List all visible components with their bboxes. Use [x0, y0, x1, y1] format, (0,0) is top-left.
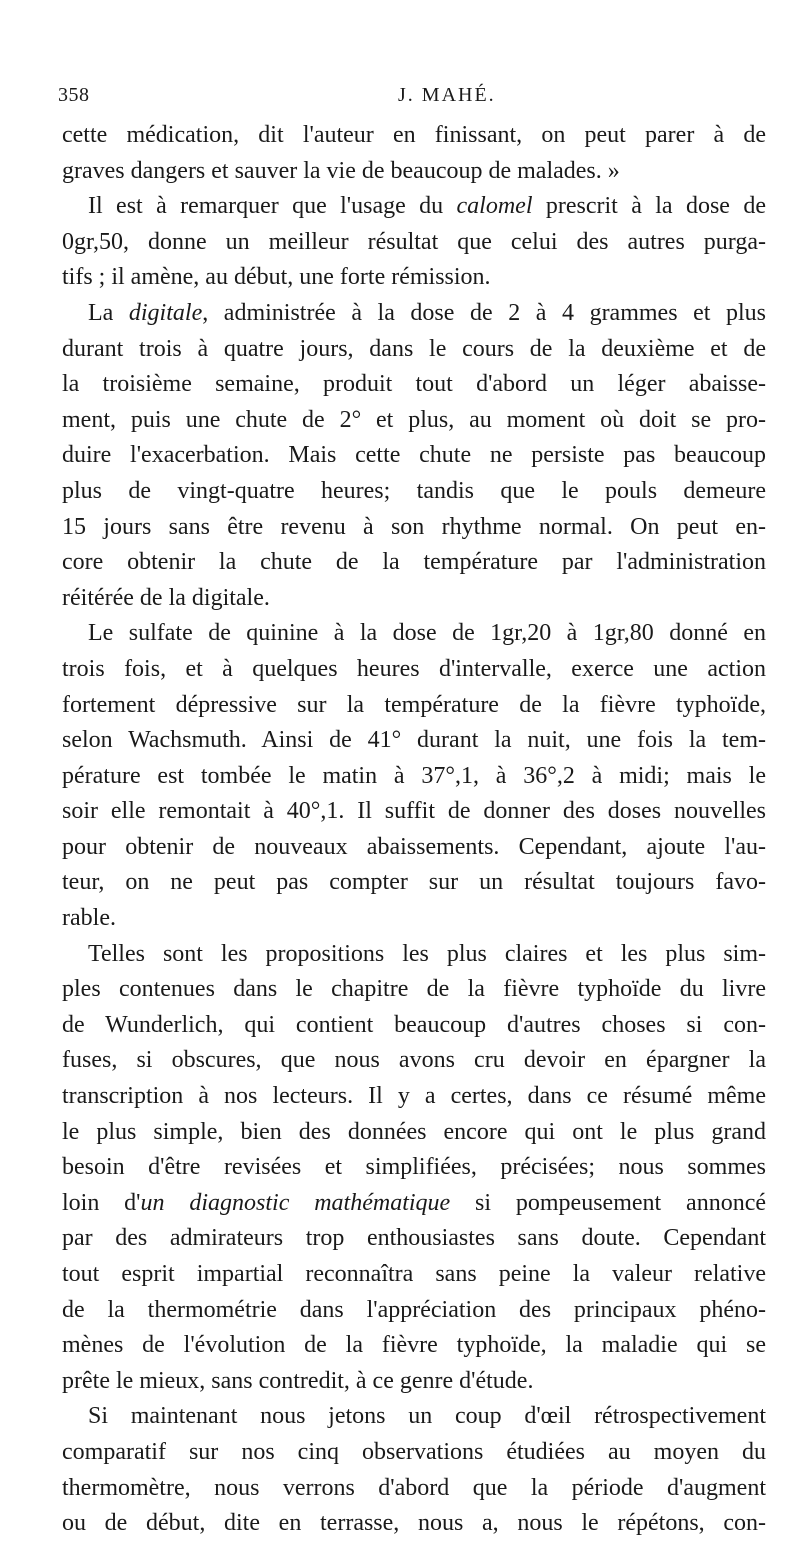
text-segment: , administrée à la dose de 2 à 4 grammes et plus: [202, 299, 766, 326]
italic-text: calomel: [456, 193, 533, 220]
text-line: [62, 403, 766, 439]
paragraph: [62, 937, 766, 1400]
text-line: [62, 225, 766, 261]
paragraph: [62, 189, 766, 296]
text-segment: selon Wachsmuth. Ainsi de 41° durant la nuit, une fois la tem-: [62, 727, 766, 754]
text-segment: le plus simple, bien des données encore qui ont le plus grand: [62, 1118, 766, 1145]
text-line: [62, 154, 766, 190]
text-segment: ou de début, dite en terrasse, nous a, nous le répétons, con-: [62, 1510, 766, 1537]
text-line: [62, 794, 766, 830]
text-segment: 0gr,50, donne un meilleur résultat que celui des autres purga-: [62, 228, 766, 255]
text-segment: pérature est tombée le matin à 37°,1, à 36°,2 à midi; mais le: [62, 762, 766, 789]
text-segment: besoin d'être revisées et simplifiées, précisées; nous sommes: [62, 1154, 766, 1181]
page-header: [58, 84, 758, 114]
text-segment: cette médication, dit l'auteur en finissant, on peut parer à de: [62, 122, 766, 148]
text-segment: trois fois, et à quelques heures d'intervalle, exerce une action: [62, 655, 766, 682]
text-line: [62, 901, 766, 937]
text-segment: Si maintenant nous jetons un coup d'œil rétrospectivement: [88, 1403, 766, 1430]
text-line: [62, 972, 766, 1008]
text-line: [62, 581, 766, 617]
paragraph: [62, 118, 766, 189]
text-segment: duire l'exacerbation. Mais cette chute ne persiste pas beaucoup: [62, 442, 766, 469]
body-text: [62, 118, 766, 1542]
text-line: [62, 189, 766, 225]
text-segment: La: [88, 299, 129, 326]
text-segment: durant trois à quatre jours, dans le cours de la deuxième et de: [62, 335, 766, 362]
text-line: [62, 1506, 766, 1542]
text-segment: tout esprit impartial reconnaîtra sans peine la valeur relative: [62, 1261, 766, 1287]
text-segment: Le sulfate de quinine à la dose de 1gr,20 à 1gr,80 donné en: [88, 620, 766, 647]
text-line: [62, 1079, 766, 1115]
page-number: 358: [58, 84, 90, 106]
text-line: [62, 438, 766, 474]
text-line: [62, 937, 766, 973]
text-segment: thermomètre, nous verrons d'abord que la période d'augment: [62, 1474, 766, 1501]
text-line: [62, 865, 766, 901]
text-line: [62, 332, 766, 368]
text-line: [62, 1115, 766, 1151]
text-line: [62, 652, 766, 688]
text-segment: soir elle remontait à 40°,1. Il suffit de donner des doses nouvelles: [62, 798, 766, 825]
text-line: [62, 367, 766, 403]
text-segment: loin d': [62, 1189, 141, 1216]
text-line: [62, 1328, 766, 1364]
text-segment: transcription à nos lecteurs. Il y a certes, dans ce résumé même: [62, 1083, 766, 1110]
text-line: [62, 296, 766, 332]
text-line: [62, 1399, 766, 1435]
text-segment: si pompeusement annoncé: [450, 1189, 766, 1216]
paragraph: [62, 1399, 766, 1541]
text-segment: ment, puis une chute de 2° et plus, au moment où doit se pro-: [62, 406, 766, 433]
text-line: [62, 1221, 766, 1257]
text-line: [62, 1186, 766, 1222]
text-segment: pour obtenir de nouveaux abaissements. Cependant, ajoute l'au-: [62, 833, 766, 860]
text-segment: rable.: [62, 905, 116, 932]
text-segment: mènes de l'évolution de la fièvre typhoïde, la maladie qui se: [62, 1332, 766, 1359]
text-segment: fortement dépressive sur la température de la fièvre typhoïde,: [62, 691, 766, 718]
text-line: [62, 260, 766, 296]
paragraph: [62, 296, 766, 616]
text-line: [62, 1435, 766, 1471]
text-segment: de Wunderlich, qui contient beaucoup d'autres choses si con-: [62, 1011, 766, 1038]
text-line: [62, 1150, 766, 1186]
text-segment: comparatif sur nos cinq observations étudiées au moyen du: [62, 1438, 766, 1465]
text-line: [62, 1364, 766, 1400]
paragraph: [62, 616, 766, 936]
text-segment: prête le mieux, sans contredit, à ce genre d'étude.: [62, 1367, 534, 1394]
text-segment: Telles sont les propositions les plus claires et les plus sim-: [88, 940, 766, 967]
text-segment: Il est à remarquer que l'usage du: [88, 193, 457, 220]
italic-text: digitale: [128, 299, 203, 326]
text-line: [62, 474, 766, 510]
text-segment: teur, on ne peut pas compter sur un résultat toujours favo-: [62, 869, 766, 896]
text-segment: réitérée de la digitale.: [62, 584, 270, 611]
text-segment: par des admirateurs trop enthousiastes sans doute. Cependant: [62, 1225, 766, 1252]
text-line: [62, 830, 766, 866]
text-segment: la troisième semaine, produit tout d'abord un léger abaisse-: [62, 371, 766, 398]
text-line: [62, 510, 766, 546]
text-segment: plus de vingt-quatre heures; tandis que le pouls demeure: [62, 477, 766, 504]
text-line: [62, 723, 766, 759]
text-line: [62, 759, 766, 795]
text-line: [62, 1043, 766, 1079]
text-line: [62, 616, 766, 652]
italic-text: un diagnostic mathématique: [140, 1189, 451, 1216]
text-segment: fuses, si obscures, que nous avons cru devoir en épargner la: [62, 1047, 766, 1074]
text-segment: tifs ; il amène, au début, une forte rémission.: [62, 264, 491, 291]
text-line: [62, 1471, 766, 1507]
text-segment: prescrit à la dose de: [532, 193, 766, 220]
text-segment: core obtenir la chute de la température par l'administration: [62, 549, 766, 576]
text-segment: ples contenues dans le chapitre de la fièvre typhoïde du livre: [62, 976, 766, 1003]
text-segment: de la thermométrie dans l'appréciation des principaux phéno-: [62, 1296, 766, 1323]
running-head: J. MAHÉ.: [398, 84, 496, 106]
text-line: [62, 688, 766, 724]
text-line: [62, 545, 766, 581]
text-line: [62, 1293, 766, 1329]
text-segment: graves dangers et sauver la vie de beaucoup de malades. »: [62, 157, 620, 184]
text-line: [62, 118, 766, 154]
text-segment: 15 jours sans être revenu à son rhythme normal. On peut en-: [62, 513, 766, 540]
text-line: [62, 1257, 766, 1293]
text-line: [62, 1008, 766, 1044]
